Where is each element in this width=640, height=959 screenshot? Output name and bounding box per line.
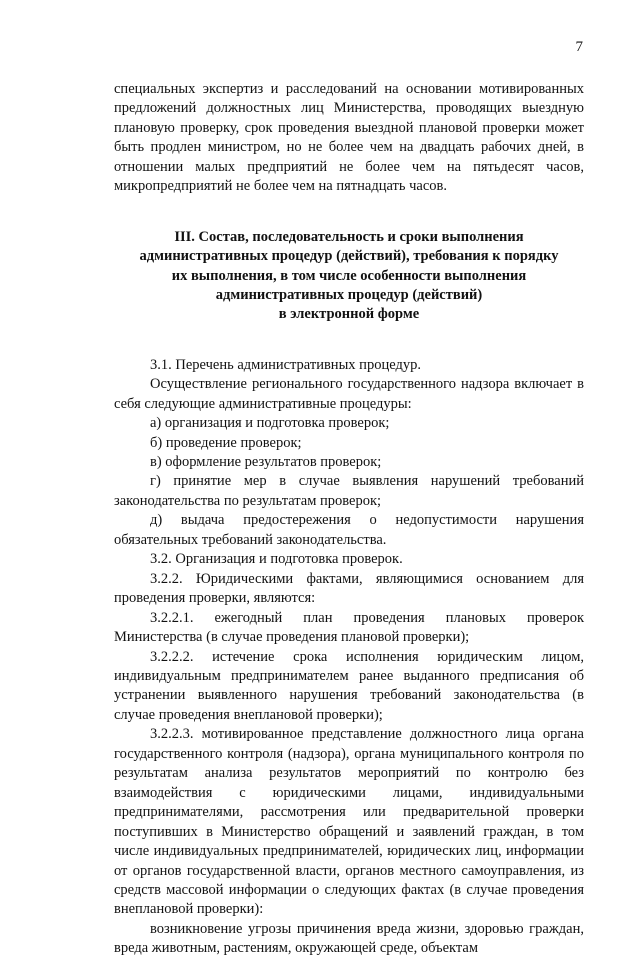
section-heading-line: административных процедур (действий), требования к порядку xyxy=(139,248,559,265)
list-item-g: г) принятие мер в случае выявления нарушений требований законодательства по результатам проверок; xyxy=(114,473,584,509)
paragraph-threat: возникновение угрозы причинения вреда жизни, здоровью граждан, вреда животным, растениям, окружающей среде, объектам xyxy=(114,920,584,957)
list-item-a: а) организация и подготовка проверок; xyxy=(150,415,390,432)
paragraph-3-2-2-3: 3.2.2.3. мотивированное представление должностного лица органа государственного контроля (надзора), органа муниципального контроля по результатам анализа результатов мероприятий по контролю без взаимодействия с юридическими лицами, индивидуальными предпринимателями, рассмотрения или предварительной проверки поступивших в Министерство обращений и заявлений граждан, в том числе индивидуальных предпринимателей, юридических лиц, информации от органов государственной власти, органов местного самоуправления, из средств массовой информации о следующих фактах (в случае проведения внеплановой проверки): xyxy=(114,726,584,918)
section-heading-line: III. Состав, последовательность и сроки выполнения xyxy=(174,228,524,245)
page-content xyxy=(114,80,584,959)
list-item-d: д) выдача предостережения о недопустимости нарушения обязательных требований законодательства. xyxy=(114,512,584,548)
list-item-v: в) оформление результатов проверок; xyxy=(150,454,382,471)
paragraph-3-1: 3.1. Перечень административных процедур. xyxy=(150,356,421,373)
paragraph-3-2-2-2: 3.2.2.2. истечение срока исполнения юридическим лицом, индивидуальным предпринимателем ранее выданного предписания об устранении выявленного нарушения требований законодательства (в случае проведения внеплановой проверки); xyxy=(114,648,584,723)
paragraph-3-2-2: 3.2.2. Юридическими фактами, являющимися основанием для проведения проверки, являются: xyxy=(114,570,584,607)
section-heading-line: административных процедур (действий) xyxy=(215,286,483,303)
section-heading-line: в электронной форме xyxy=(278,306,420,323)
section-heading xyxy=(114,228,584,325)
page-number: 7 xyxy=(575,39,583,55)
list-item-b: б) проведение проверок; xyxy=(150,434,302,451)
paragraph-oversight-procedures: Осуществление регионального государственного надзора включает в себя следующие административные процедуры: xyxy=(114,376,584,412)
paragraph-3-2-2-1: 3.2.2.1. ежегодный план проведения плановых проверок Министерства (в случае проведения плановой проверки); xyxy=(114,609,584,646)
paragraph-3-2: 3.2. Организация и подготовка проверок. xyxy=(150,551,403,568)
intro-paragraph: специальных экспертиз и расследований на основании мотивированных предложений должностных лиц Министерства, проводящих выездную плановую проверку, срок проведения выездной плановой проверки может быть продлен министром, но не более чем на двадцать рабочих дней, в отношении малых предприятий не более чем на пятьдесят часов, микропредприятий не более чем на пятнадцать часов. xyxy=(114,81,584,195)
section-heading-line: их выполнения, в том числе особенности выполнения xyxy=(171,267,527,284)
